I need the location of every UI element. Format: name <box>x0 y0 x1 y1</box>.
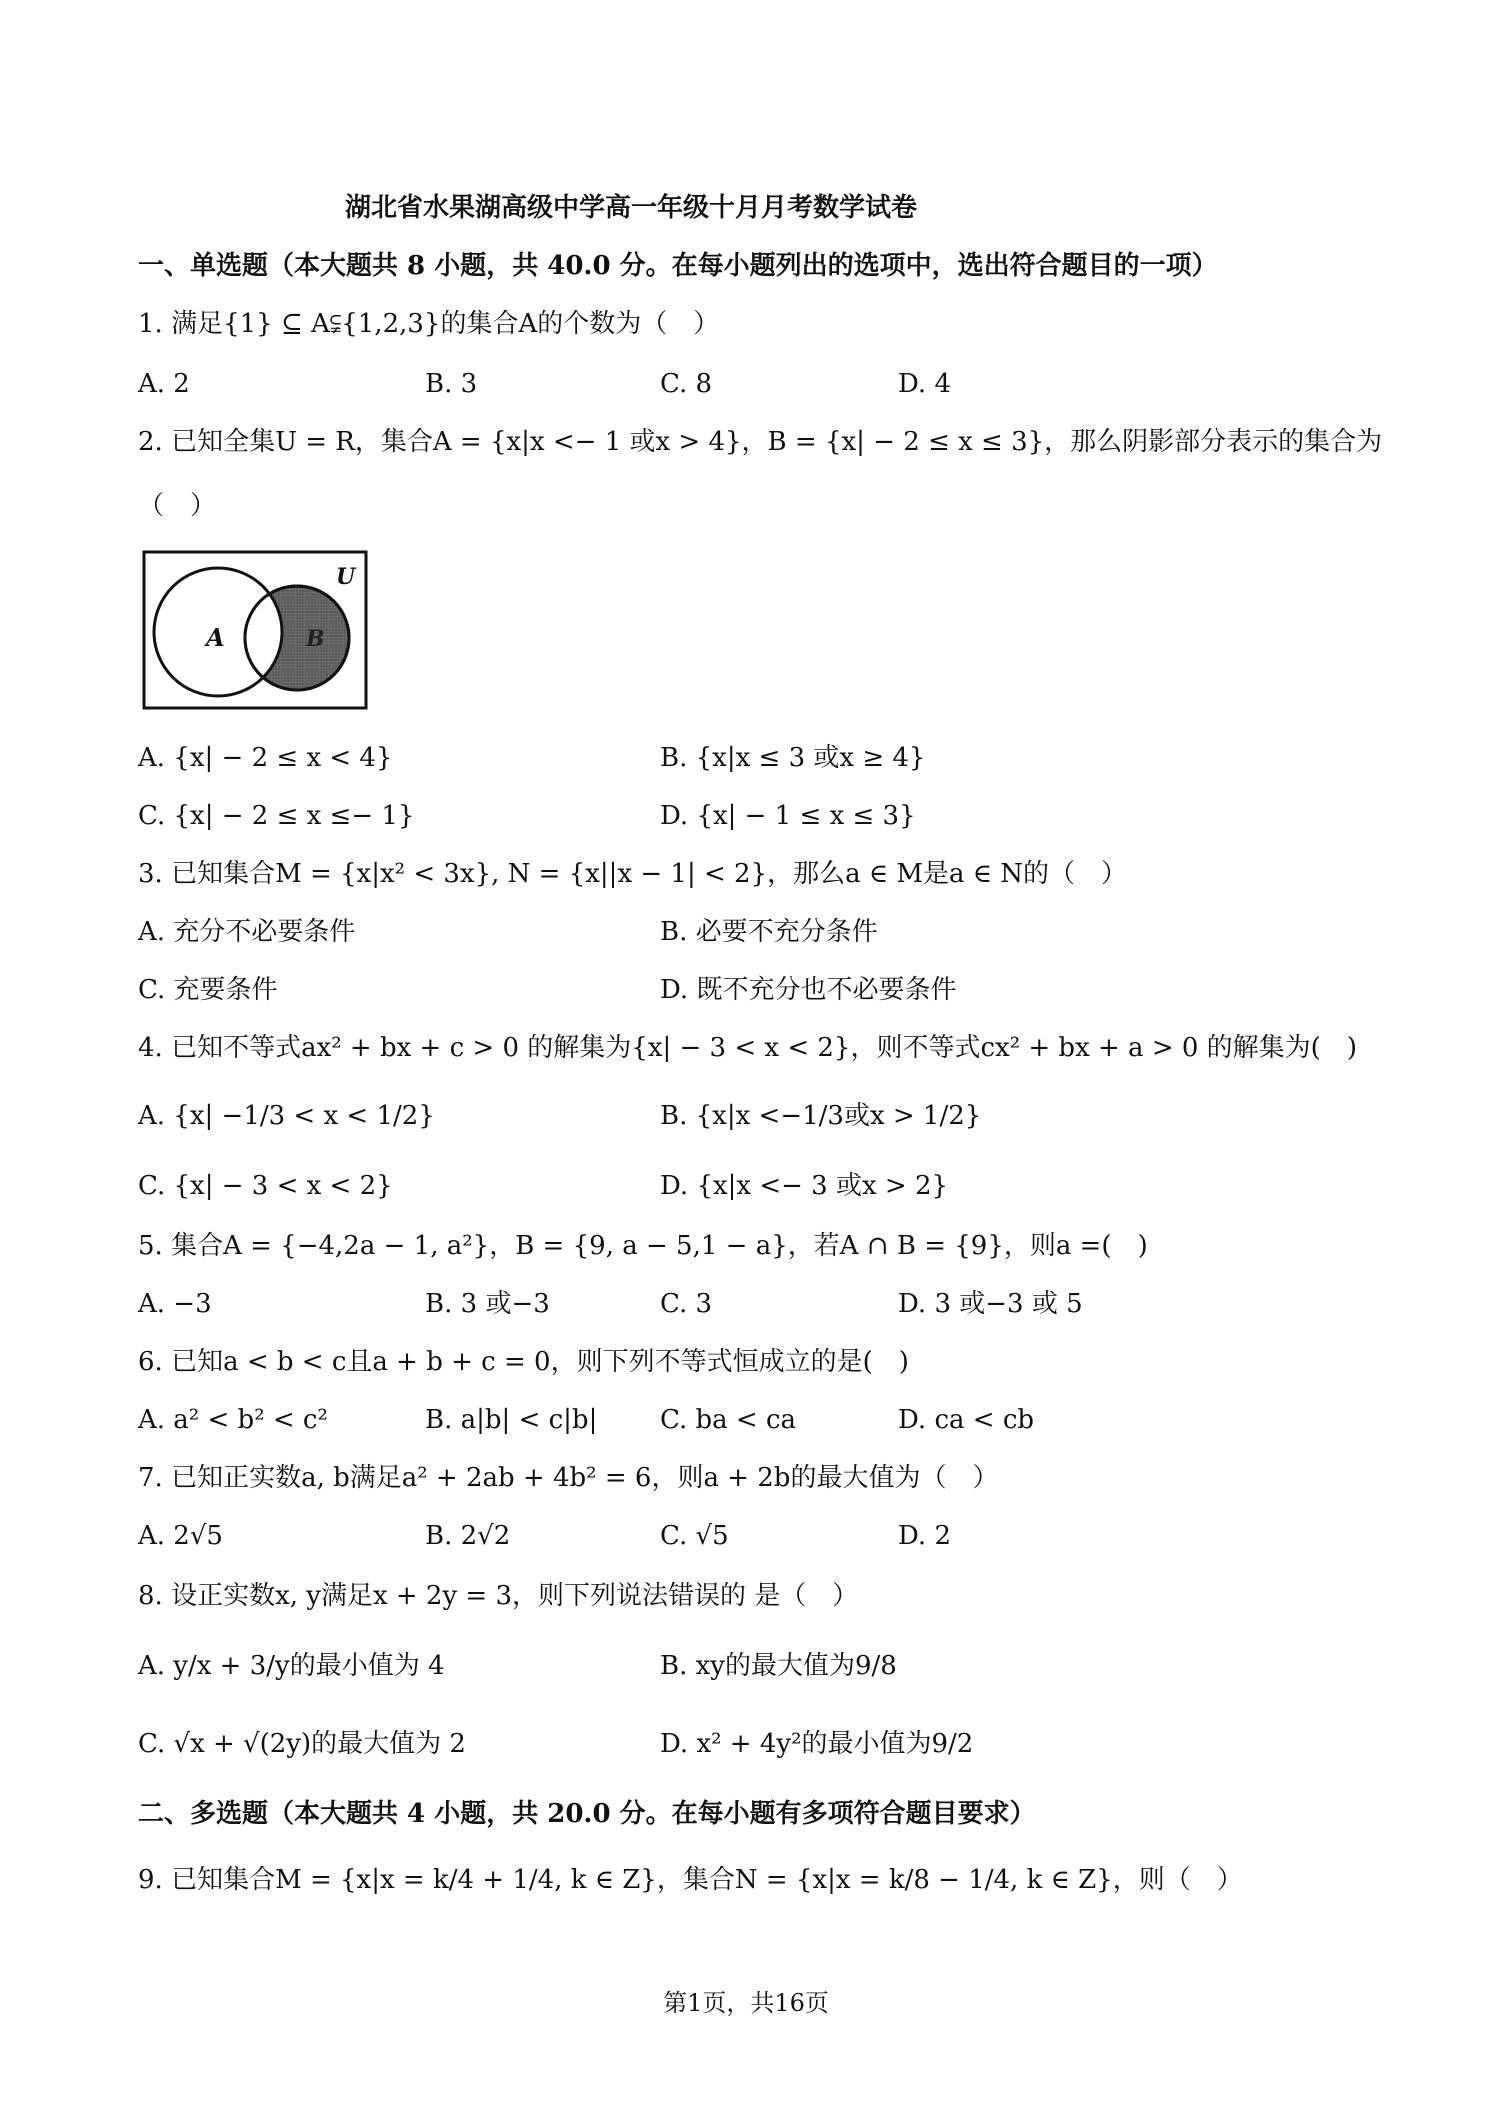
q7-option-a: A. 2√5 <box>138 1521 223 1551</box>
q1-option-a: A. 2 <box>138 369 190 399</box>
q8-option-b: B. xy的最大值为9/8 <box>660 1651 897 1681</box>
q5-option-d: D. 3 或−3 或 5 <box>898 1289 1083 1319</box>
q2-option-d: D. {x| − 1 ≤ x ≤ 3} <box>660 801 916 831</box>
venn-label-u: U <box>336 564 356 590</box>
question-8: 8. 设正实数x, y满足x + 2y = 3，则下列说法错误的 是（ ） <box>138 1581 859 1611</box>
q3-option-a: A. 充分不必要条件 <box>138 917 356 947</box>
venn-label-a: A <box>206 623 225 652</box>
q6-option-d: D. ca < cb <box>898 1405 1035 1435</box>
q6-option-c: C. ba < ca <box>660 1405 797 1435</box>
q2-option-a: A. {x| − 2 ≤ x < 4} <box>138 743 393 773</box>
q6-option-b: B. a|b| < c|b| <box>425 1405 598 1435</box>
q1-option-b: B. 3 <box>425 369 478 399</box>
question-3: 3. 已知集合M = {x|x² < 3x}, N = {x||x − 1| < 2}，那么a ∈ M是a ∈ N的（ ） <box>138 859 1128 889</box>
q2-option-c: C. {x| − 2 ≤ x ≤− 1} <box>138 801 415 831</box>
q6-option-a: A. a² < b² < c² <box>138 1405 328 1435</box>
q4-option-b: B. {x|x <−1/3或x > 1/2} <box>660 1101 982 1131</box>
question-4: 4. 已知不等式ax² + bx + c > 0 的解集为{x| − 3 < x < 2}，则不等式cx² + bx + a > 0 的解集为( ) <box>138 1033 1357 1063</box>
q8-option-d: D. x² + 4y²的最小值为9/2 <box>660 1729 974 1759</box>
q3-option-d: D. 既不充分也不必要条件 <box>660 975 957 1005</box>
question-5: 5. 集合A = {−4,2a − 1, a²}，B = {9, a − 5,1 − a}，若A ∩ B = {9}，则a =( ) <box>138 1231 1148 1261</box>
q5-option-a: A. −3 <box>138 1289 212 1319</box>
q1-option-d: D. 4 <box>898 369 951 399</box>
q3-option-c: C. 充要条件 <box>138 975 278 1005</box>
venn-label-b: B <box>306 626 325 652</box>
q1-option-c: C. 8 <box>660 369 713 399</box>
question-7: 7. 已知正实数a, b满足a² + 2ab + 4b² = 6，则a + 2b的最大值为（ ） <box>138 1463 999 1493</box>
question-2: 2. 已知全集U = R，集合A = {x|x <− 1 或x > 4}，B = {x| − 2 ≤ x ≤ 3}，那么阴影部分表示的集合为 <box>138 427 1383 457</box>
page-title: 湖北省水果湖高级中学高一年级十月月考数学试卷 <box>345 193 918 223</box>
q4-option-c: C. {x| − 3 < x < 2} <box>138 1171 393 1201</box>
q4-option-d: D. {x|x <− 3 或x > 2} <box>660 1171 949 1201</box>
q7-option-b: B. 2√2 <box>425 1521 511 1551</box>
venn-diagram <box>140 548 370 712</box>
page-footer: 第1页，共16页 <box>663 1989 829 2017</box>
question-9: 9. 已知集合M = {x|x = k/4 + 1/4, k ∈ Z}，集合N = {x|x = k/8 − 1/4, k ∈ Z}，则（ ） <box>138 1865 1243 1895</box>
question-2-blank: （ ） <box>138 491 217 521</box>
q7-option-d: D. 2 <box>898 1521 951 1551</box>
question-1: 1. 满足{1} ⊆ A⫋{1,2,3}的集合A的个数为（ ） <box>138 309 720 339</box>
question-6: 6. 已知a < b < c且a + b + c = 0，则下列不等式恒成立的是( ) <box>138 1347 909 1377</box>
q7-option-c: C. √5 <box>660 1521 729 1551</box>
q2-option-b: B. {x|x ≤ 3 或x ≥ 4} <box>660 743 926 773</box>
section-heading-multi-choice: 二、多选题（本大题共 4 小题，共 20.0 分。在每小题有多项符合题目要求） <box>138 1799 1036 1829</box>
section-heading-single-choice: 一、单选题（本大题共 8 小题，共 40.0 分。在每小题列出的选项中，选出符合题目的一项） <box>138 251 1218 281</box>
q3-option-b: B. 必要不充分条件 <box>660 917 878 947</box>
q8-option-a: A. y/x + 3/y的最小值为 4 <box>138 1651 445 1681</box>
q8-option-c: C. √x + √(2y)的最大值为 2 <box>138 1729 466 1759</box>
q5-option-b: B. 3 或−3 <box>425 1289 550 1319</box>
q5-option-c: C. 3 <box>660 1289 713 1319</box>
q4-option-a: A. {x| −1/3 < x < 1/2} <box>138 1101 435 1131</box>
